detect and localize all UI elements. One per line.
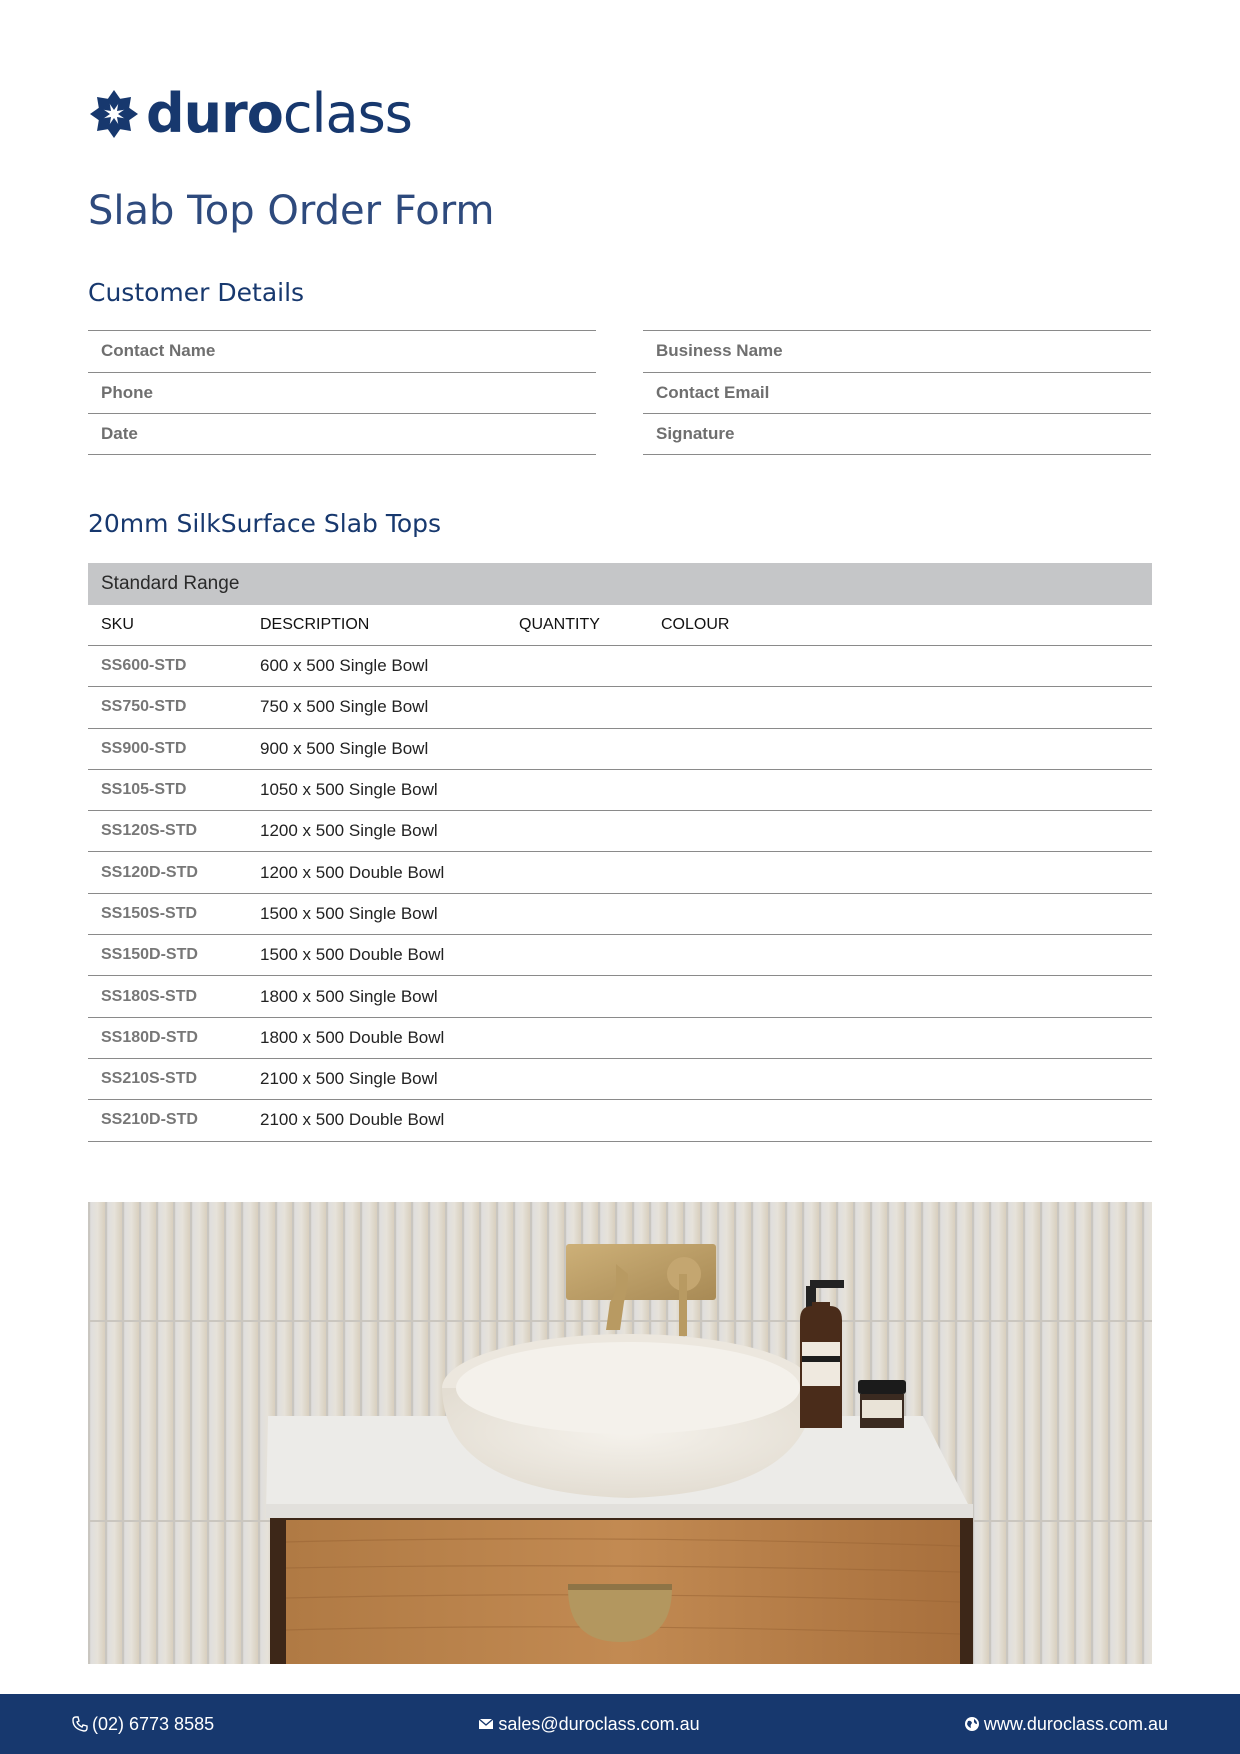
footer-phone-text: (02) 6773 8585: [92, 1713, 215, 1734]
description-cell: 1800 x 500 Single Bowl: [260, 986, 438, 1006]
sku-cell: SS750-STD: [101, 698, 187, 716]
phone-field[interactable]: Phone: [88, 372, 596, 414]
phone-icon: [72, 1716, 88, 1732]
description-cell: 2100 x 500 Single Bowl: [260, 1069, 438, 1089]
table-body: [88, 646, 1152, 1142]
table-row: [88, 1100, 1152, 1141]
customer-details-heading: Customer Details: [88, 278, 305, 307]
description-cell: 2100 x 500 Double Bowl: [260, 1110, 445, 1130]
sku-cell: SS105-STD: [101, 781, 187, 799]
sku-cell: SS900-STD: [101, 739, 187, 757]
date-field[interactable]: Date: [88, 413, 596, 455]
description-cell: 600 x 500 Single Bowl: [260, 656, 429, 676]
table-row: [88, 729, 1152, 770]
description-cell: 1500 x 500 Double Bowl: [260, 945, 445, 965]
sku-cell: SS600-STD: [101, 657, 187, 675]
table-row: [88, 852, 1152, 893]
order-table: [88, 563, 1152, 1142]
table-row: [88, 935, 1152, 976]
description-cell: 1800 x 500 Double Bowl: [260, 1027, 445, 1047]
sku-cell: SS210S-STD: [101, 1070, 198, 1088]
range-header: Standard Range: [88, 563, 1152, 605]
footer-website[interactable]: [964, 1714, 1168, 1735]
footer-email[interactable]: [478, 1714, 699, 1735]
sku-cell: SS210D-STD: [101, 1111, 198, 1129]
diamond-logo-icon: [88, 88, 140, 140]
description-cell: 900 x 500 Single Bowl: [260, 738, 429, 758]
col-quantity: QUANTITY: [519, 616, 600, 633]
table-row: [88, 1018, 1152, 1059]
sku-cell: SS150D-STD: [101, 946, 198, 964]
col-colour: COLOUR: [661, 616, 730, 633]
logo-wordmark: duroclass: [146, 82, 412, 145]
vanity-product-photo: [88, 1202, 1152, 1664]
description-cell: 1200 x 500 Double Bowl: [260, 862, 445, 882]
sku-cell: SS120D-STD: [101, 863, 198, 881]
business-name-field[interactable]: Business Name: [643, 330, 1151, 372]
brand-logo: [88, 82, 412, 145]
slab-tops-heading: 20mm SilkSurface Slab Tops: [88, 509, 442, 538]
col-sku: SKU: [101, 616, 134, 633]
description-cell: 750 x 500 Single Bowl: [260, 697, 429, 717]
table-row: [88, 976, 1152, 1017]
sku-cell: SS150S-STD: [101, 904, 198, 922]
signature-field[interactable]: Signature: [643, 413, 1151, 455]
contact-email-field[interactable]: Contact Email: [643, 372, 1151, 414]
table-header-row: [88, 605, 1152, 646]
table-row: [88, 1059, 1152, 1100]
globe-icon: [964, 1716, 980, 1732]
footer-phone[interactable]: [72, 1714, 214, 1735]
table-row: [88, 894, 1152, 935]
customer-fields-left: [88, 330, 596, 455]
description-cell: 1050 x 500 Single Bowl: [260, 780, 438, 800]
email-icon: [478, 1716, 494, 1732]
footer-website-text: www.duroclass.com.au: [983, 1713, 1168, 1734]
page-title: Slab Top Order Form: [88, 188, 495, 234]
table-row: [88, 811, 1152, 852]
table-row: [88, 687, 1152, 728]
sku-cell: SS180S-STD: [101, 987, 198, 1005]
sku-cell: SS120S-STD: [101, 822, 198, 840]
contact-name-field[interactable]: Contact Name: [88, 330, 596, 372]
table-row: [88, 646, 1152, 687]
customer-fields-right: [643, 330, 1151, 455]
sku-cell: SS180D-STD: [101, 1028, 198, 1046]
col-description: DESCRIPTION: [260, 616, 370, 633]
footer-email-text: sales@duroclass.com.au: [498, 1713, 700, 1734]
table-row: [88, 770, 1152, 811]
contact-footer: [0, 1694, 1240, 1754]
description-cell: 1500 x 500 Single Bowl: [260, 903, 438, 923]
description-cell: 1200 x 500 Single Bowl: [260, 821, 438, 841]
